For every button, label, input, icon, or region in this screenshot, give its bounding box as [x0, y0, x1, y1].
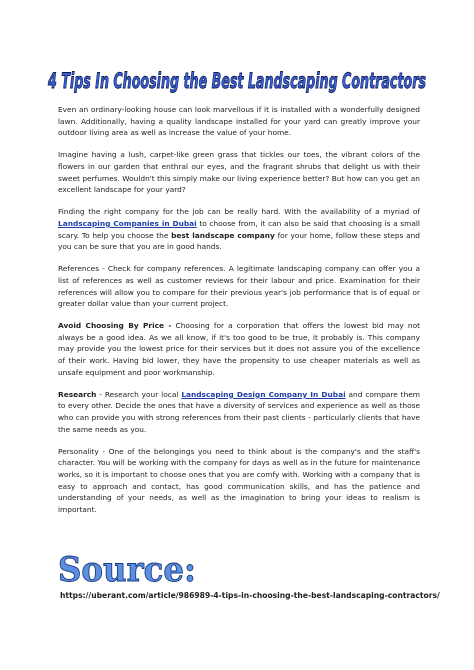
document-title: 4 Tips In Choosing the Best Landscaping Contractors: [47, 69, 427, 94]
paragraph-personality: Personality - One of the belongings you need to think about is the company's and the staff's character. You will be working with the company for days as well as in the future for maintenance works, so it is important to choose ones that you are comfy with. Working with a company that is easy to approach and contact, has good communication skills, and has the patience and understanding of your needs, as well as the imagination to bring your ideas to realism is important.: [58, 446, 420, 514]
paragraph-intro: Even an ordinary-looking house can look marvellous if it is installed with a wonderfully designed lawn. Additionally, having a quality landscape installed for your yard can greatly improve your outdoor living area as well as increase the value of your home.: [58, 105, 420, 138]
paragraph-finding: [58, 206, 420, 252]
paragraph-finding-text-b: to choose from, it can also be said that choosing is a small scary. To help you choose the: [58, 218, 420, 240]
paragraph-finding-text-c: for your home, follow these steps and you can be sure that you are in good hands.: [58, 230, 420, 252]
article-body: [58, 104, 420, 526]
landscaping-design-link[interactable]: Landscaping Design Company In Dubai: [181, 389, 346, 399]
paragraph-imagine: Imagine having a lush, carpet-like green grass that tickles our toes, the vibrant colors of the flowers in our garden that enthral our eyes, and the fragrant shrubs that delight us with their sweet perfumes. Wouldn't this simply make our living experience better? But how can you get an excellent landscape for your yard?: [58, 150, 420, 195]
best-landscape-company-bold: best landscape company: [171, 230, 275, 240]
paragraph-references: References - Check for company references. A legitimate landscaping company can offer you a list of references as well as customer reviews for their labour and price. Examination for their references will allow you to compare for their previous year's job performance that is of equal or greater dollar value than your current project.: [58, 264, 420, 309]
source-banner: [56, 548, 206, 592]
paragraph-research: [58, 389, 420, 435]
title-graphic: [37, 62, 437, 96]
paragraph-price: [58, 320, 420, 378]
source-url-link[interactable]: https://uberant.com/article/986989-4-tips-in-choosing-the-best-landscaping-contractors/: [60, 591, 440, 600]
source-label: Source:: [58, 550, 196, 588]
paragraph-research-text-b: and compare them to every other. Decide the ones that have a diversity of services and experience as well as those who can provide you with strong references from their past clients - particularly clients that have the same needs as you.: [58, 389, 420, 434]
title-banner: [0, 62, 474, 96]
paragraph-finding-text-a: Finding the right company for the job can be really hard. With the availability of a myriad of: [58, 207, 420, 217]
landscaping-companies-link[interactable]: Landscaping Companies in Dubai: [58, 218, 197, 228]
research-heading: Research: [58, 389, 97, 399]
avoid-price-heading: Avoid Choosing By Price -: [58, 321, 172, 331]
paragraph-research-text-a: - Research your local: [96, 389, 182, 399]
paragraph-price-text: Choosing for a corporation that offers the lowest bid may not always be a good idea. As we all know, if it's too good to be true, it probably is. This company may provide you the lowest price for their services but it does not assure you of the excellence of their work. Having bid lower, they have the propensity to use cheaper materials as well as unsafe equipment and poor workmanship.: [58, 321, 420, 377]
source-graphic: [56, 548, 206, 588]
